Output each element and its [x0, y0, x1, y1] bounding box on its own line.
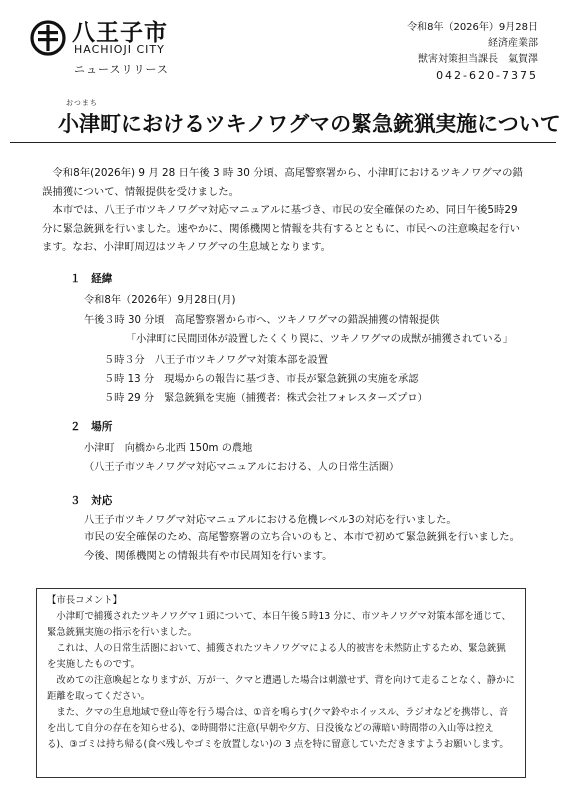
mayor-comment-paragraph: 小津町で捕獲されたツキノワグマ１頭について、本日午後５時13 分に、市ツキノワグマ対策本部を通じて、緊急銃猟実施の指示を行いました。 — [47, 611, 511, 638]
history-date: 令和8年（2026年）9月28日(月) — [84, 295, 236, 306]
intro-paragraph-1: 令和8年(2026年) 9 月 28 日午後 3 時 30 分頃、高尾警察署から、小津町におけるツキノワグマの錯誤捕獲について、情報提供を受けました。 — [42, 167, 523, 198]
page-title: 小津町におけるツキノワグマの緊急銃猟実施について — [58, 112, 561, 136]
section-heading-history: １ 経緯 — [70, 273, 113, 285]
phone-number: 042-620-7375 — [436, 69, 538, 82]
city-emblem-icon — [30, 20, 66, 56]
title-divider — [10, 142, 556, 143]
mayor-comment-paragraph: これは、人の日常生活圏において、捕獲されたツキノワグマによる人的被害を未然防止するため、緊急銃猟を実施したものです。 — [47, 643, 506, 670]
history-quote: 「小津町に民間団体が設置したくくり罠に、ツキノワグマの成獣が捕獲されている」 — [126, 334, 513, 345]
mayor-comment-heading: 【市長コメント】 — [47, 595, 123, 606]
intro-paragraph-2: 本市では、八王子市ツキノワグマ対応マニュアルに基づき、市民の安全確保のため、同日午後5時29 分に緊急銃猟を行いました。速やかに、関係機関と情報を共有するとともに、市民への注意喚起を行います。なお、小津町周辺はツキノワグマの生息域となります。 — [42, 204, 520, 253]
history-line-2: ５時３分 八王子市ツキノワグマ対策本部を設置 — [104, 355, 328, 366]
issuer-block — [407, 20, 538, 84]
city-name-en: HACHIOJI CITY — [74, 43, 165, 56]
department: 経済産業部 — [488, 38, 538, 49]
history-line-4: ５時 29 分 緊急銃猟を実施（捕獲者：株式会社フォレスターズプロ） — [104, 393, 428, 404]
location-line-1: 小津町 向橋から北西 150m の農地 — [84, 443, 253, 454]
contact-person: 獣害対策担当課長 氣賀澤 — [418, 54, 538, 65]
response-line-2: 市民の安全確保のため、高尾警察署の立ち合いのもと、本市で初めて緊急銃猟を行いました。今後、関係機関との情報共有や市民周知を行います。 — [84, 531, 520, 562]
history-line-3: ５時 13 分 現場からの報告に基づき、市長が緊急銃猟の実施を承認 — [104, 374, 419, 385]
release-label: ニュースリリース — [74, 63, 169, 76]
mayor-comment-box — [36, 588, 526, 778]
title-ruby: おつまち — [66, 99, 98, 107]
history-line-1: 午後３時 30 分頃 高尾警察署から市へ、ツキノワグマの錯誤捕獲の情報提供 — [84, 315, 440, 326]
location-line-2: （八王子市ツキノワグマ対応マニュアルにおける、人の日常生活圏） — [84, 462, 400, 473]
section-heading-location: ２ 場所 — [70, 421, 113, 433]
section-heading-response: ３ 対応 — [70, 495, 113, 507]
release-date: 令和8年（2026年）9月28日 — [407, 22, 538, 33]
mayor-comment-paragraph: 改めての注意喚起となりますが、万が一、クマと遭遇した場合は刺激せず、背を向けて走ることなく、静かに距離を取ってください。 — [47, 675, 515, 702]
mayor-comment-paragraph: また、クマの生息地域で登山等を行う場合は、①音を鳴らす(クマ鈴やホイッスル、ラジオなどを携帯し、音を出して自分の存在を知らせる)、②時間帯に注意(早朝や夕方、日没後などの薄暗い時間帯の入山等は控える)、③ゴミは持ち帰る(食べ残しやゴミを放置しない)の 3 点を特に留意していただきますようお願いします。 — [47, 707, 509, 750]
city-name: 八王子市 — [72, 20, 168, 46]
response-line-1: 八王子市ツキノワグマ対応マニュアルにおける危機レベル3の対応を行いました。 — [84, 515, 457, 526]
